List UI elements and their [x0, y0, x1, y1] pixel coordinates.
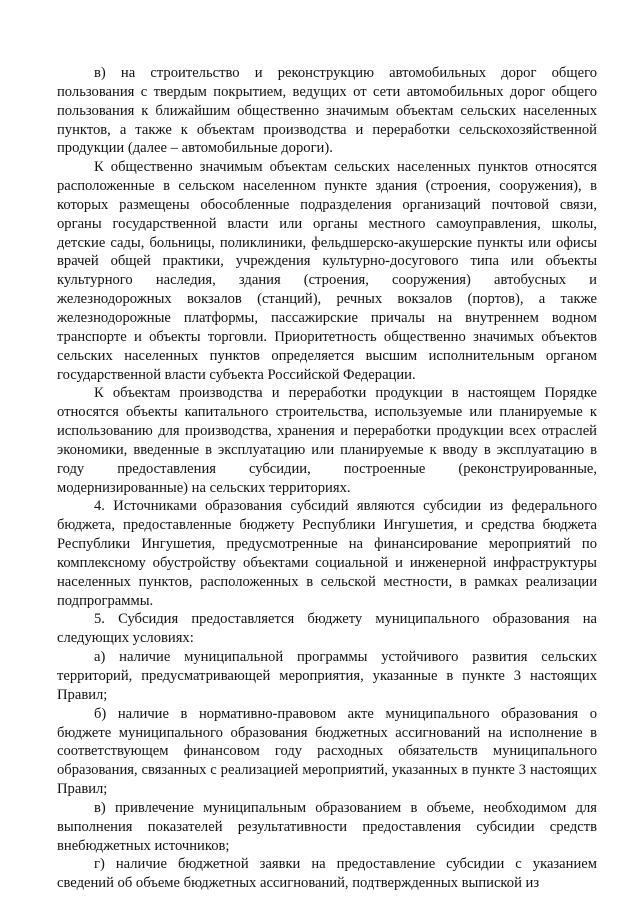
- document-body: [57, 64, 597, 893]
- paragraph-production-objects: К объектам производства и переработки продукции в настоящем Порядке относятся объекты капитального строительства, используемые или планируемые к использованию для производства, хранения и переработки продукции всех отраслей экономики, введенные в эксплуатацию или планируемые к вводу в эксплуатацию в году предоставления субсидии, построенные (реконструированные, модернизированные) на сельских территориях.: [57, 385, 597, 496]
- paragraph-condition-a: а) наличие муниципальной программы устойчивого развития сельских территорий, предусматривающей мероприятия, указанные в пункте 3 настоящих Правил;: [57, 649, 597, 703]
- paragraph-socially-significant-objects: К общественно значимым объектам сельских населенных пунктов относятся расположенные в сельском населенном пункте здания (строения, сооружения), в которых размещены обособленные подразделения организаций почтовой связи, органы государственной власти или органы местного самоуправления, школы, детские сады, больницы, поликлиники, фельдшерско-акушерские пункты или офисы врачей общей практики, учреждения культурно-досугового типа или объекты культурного наследия, здания (строения, сооружения) автобусных и железнодорожных вокзалов (станций), речных вокзалов (портов), а также железнодорожные платформы, пассажирские причалы на внутреннем водном транспорте и объекты торговли. Приоритетность общественно значимых объектов сельских населенных пунктов определяется высшим исполнительным органом государственной власти субъекта Российской Федерации.: [57, 159, 597, 383]
- paragraph-item-5-conditions: 5. Субсидия предоставляется бюджету муниципального образования на следующих условиях:: [57, 611, 597, 647]
- paragraph-roads: в) на строительство и реконструкцию автомобильных дорог общего пользования с твердым покрытием, ведущих от сети автомобильных дорог общего пользования к ближайшим общественно значимым объектам сельских населенных пунктов, а также к объектам производства и переработки сельскохозяйственной продукции (далее – автомобильные дороги).: [57, 65, 597, 157]
- paragraph-condition-b: б) наличие в нормативно-правовом акте муниципального образования о бюджете муниципального образования бюджетных ассигнований на исполнение в соответствующем финансовом году расходных обязательств муниципального образования, связанных с реализацией мероприятий, указанных в пункте 3 настоящих Правил;: [57, 705, 597, 798]
- paragraph-condition-c: в) привлечение муниципальным образованием в объеме, необходимом для выполнения показателей результативности предоставления субсидии средств внебюджетных источников;: [57, 799, 597, 854]
- paragraph-condition-d: г) наличие бюджетной заявки на предоставление субсидии с указанием сведений об объеме бюджетных ассигнований, подтвержденных выпиской из: [57, 856, 597, 892]
- paragraph-item-4-sources: 4. Источниками образования субсидий являются субсидии из федерального бюджета, предоставленные бюджету Республики Ингушетия, и средства бюджета Республики Ингушетия, предусмотренные на финансирование мероприятий по комплексному обустройству объектами социальной и инженерной инфраструктуры населенных пунктов, расположенных в сельской местности, в рамках реализации подпрограммы.: [57, 498, 597, 609]
